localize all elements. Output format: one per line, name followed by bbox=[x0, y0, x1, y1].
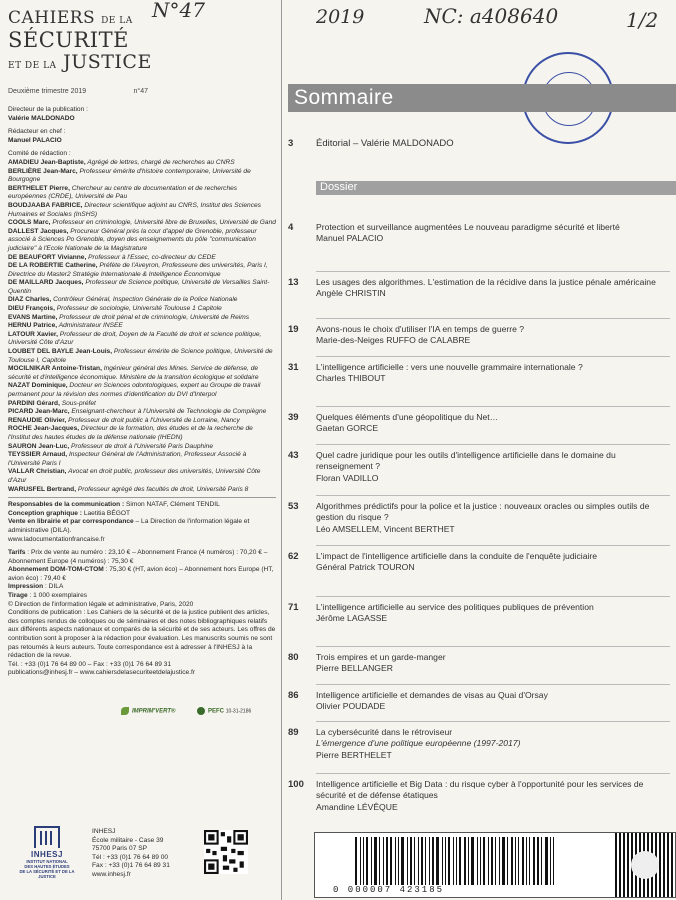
entry-separator bbox=[316, 684, 670, 685]
masthead-text: Directeur de la publication : Valérie MALDONADO Rédacteur en chef : Manuel PALACIO Comité de rédaction : AMADIEU Jean-Baptiste, Agrégé de lettres, chargé de recherches au CNRS BERLIÈRE Jean-Marc, Professeur émérite d'histoire contemporaine, Université de Bourgogne BERTHELET Pierre, Chercheur au centre de documentation et de recherches européennes (CRDE), Université de Pau BOUDJAABA FABRICE, Directeur scientifique adjoint au CNRS, Institut des Sciences Humaines et Sociales (InSHS) COOLS Marc, Professeur en criminologie, Université libre de Bruxelles, Université de Gand DALLEST Jacques, Procureur Général près la cour d'appel de Grenoble, professeur associé à Sciences Po Grenoble, doyen des enseignements du pôle "communication judiciaire" à l'Ecole Nationale de la Magistrature DE BEAUFORT Vivianne, Professeur à l'Essec, co-directeur du CEDE DE LA ROBERTIE Catherine, Préfète de l'Aveyron, Professeure des universités, Paris I, Directrice du Master2 Stratégie Internationale & Intelligence Économique DE MAILLARD Jacques, Professeur de Science politique, Université de Versailles Saint-Quentin DIAZ Charles, Contrôleur Général, Inspection Générale de la Police Nationale DIEU François, Professeur de sociologie, Université Toulouse 1 Capitole EVANS Martine, Professeur de droit pénal et de criminologie, Université de Reims HERNU Patrice, Administrateur INSEE LATOUR Xavier, Professeur de droit, Doyen de la Faculté de droit et science politique, Université Côte d'Azur LOUBET DEL BAYLE Jean-Louis, Professeur émérite de Science politique, Université de Toulouse I, Capitole MOCILNIKAR Antoine-Tristan, Ingénieur général des Mines. Service de défense, de sécurité et d'intelligence économique. Ministère de la transition écologique et solidaire NAZAT Dominique, Docteur en Sciences odontologiques, expert au Groupe de travail permanent pour la révision des normes d'identification du DVI d'Interpol PARDINI Gérard, Sous-préfet PICARD Jean-Marc, Enseignant-chercheur à l'Université de Technologie de Compiègne RENAUDIE Olivier, Professeur de droit public à l'Université de Lorraine, Nancy ROCHE Jean-Jacques, Directeur de la formation, des études et de la recherche de l'Institut des hautes études de la défense nationale (IHEDN) SAURON Jean-Luc, Professeur de droit à l'Université Paris Dauphine TEYSSIER Arnaud, Inspecteur Général de l'Administration, Professeur Associé à l'Université Paris I VALLAR Christian, Avocat en droit public, professeur des universités, Université Côte d'Azur WARUSFEL Bertrand, Professeur agrégé des facultés de droit, Université Paris 8 Responsables de la communication : Simon NATAF, Clément TENDIL Conception graphique : Laetitia BÉGOT Vente en librairie et par correspondance – La Direction de l'information légale et administrative (DILA). www.ladocumentationfrancaise.fr Tarifs : Prix de vente au numéro : 23,10 € – Abonnement France (4 numéros) : 70,20 € – Abonnement Europe (4 numéros) : 75,30 € Abonnement DOM-TOM-CTOM : 75,30 € (HT, avion éco) – Abonnement hors Europe (HT, avion éco) : 79,40 € Impression : DILA Tirage : 1 000 exemplaires © Direction de l'information légale et administrative, Paris, 2020 Conditions de publication : Les Cahiers de la sécurité et de la justice publient des articles, des comptes rendus de colloques ou de séminaires et des notes bibliographiques relatifs aux différents aspects nationaux et comparés de la sécurité et de ses acteurs. Les offres de contribution sont à proposer à la rédaction pour évaluation. Les manuscrits soumis ne sont pas retournés à leurs auteurs. Toute correspondance est à adresser à l'INHESJ à la rédaction de la revue. Tél. : +33 (0)1 76 64 89 00 – Fax : +33 (0)1 76 64 89 31 publications@inhesj.fr – www.cahiersdelasecuriteetdelajustice.fr bbox=[8, 106, 276, 677]
editorial-committee-list bbox=[8, 159, 276, 494]
page-number: 31 bbox=[288, 362, 299, 373]
inhesj-logo: INHESJ INSTITUT NATIONAL DES HAUTES ÉTUDES DE LA SÉCURITÉ ET DE LA JUSTICE bbox=[14, 826, 80, 892]
article-author: Léo AMSELLEM, Vincent BERTHET bbox=[316, 523, 455, 534]
committee-member: BOUDJAABA FABRICE, Directeur scientifique adjoint au CNRS, Institut des Sciences Humaines et Sociales (InSHS) bbox=[8, 201, 261, 218]
committee-member: HERNU Patrice, Administrateur INSEE bbox=[8, 322, 123, 330]
contents-column: Sommaire 3 Éditorial – Valérie MALDONADO Dossier 4 Protection et surveillance augmentées Le nouveau paradigme sécurité et liberté Manuel PALACIO 13 Les usages des algorithmes. L'estimation de la récidive dans la justice pénale américaine Angèle CHRISTIN 19 Avons-nous le choix d'utiliser l'IA en temps de guerre ? Marie-des-Neiges RUFFO de CALABRE 31 L'intelligence artificielle : vers une nouvelle grammaire internationale ? Charles THIBOUT 39 Quelques éléments d'une géopolitique du Net… Gaetan GORCE 43 Quel cadre juridique pour les outils d'intelligence artificielle dans le domaine du renseignement ? Floran VADILLO 53 Algorithmes prédictifs pour la police et la justice : nouveaux oracles ou simples outils de gestion du risque ? Léo AMSELLEM, Vincent BERTHET 62 L'impact de l'intelligence artificielle dans la conduite de l'enquête judiciaire Général Patrick TOURON 71 L'intelligence artificielle au service des politiques publiques de prévention Jérôme LAGASSE 80 Trois empires et un garde-manger Pierre BELLANGER 86 Intelligence artificielle et demandes de visas au Quai d'Orsay Olivier POUDADE 89 La cybersécurité dans le rétroviseur L'émergence d'une politique européenne (1997-2017) Pierre BERTHELET 100 Intelligence artificielle et Big Data : du risque cyber à l'opportunité pour les services de sécurité et de défense étatiques Amandine LÉVÊQUE 0 000007 423185 bbox=[288, 0, 676, 900]
columns-icon bbox=[34, 826, 60, 848]
committee-member: BERLIÈRE Jean-Marc, Professeur émérite d'histoire contemporaine, Université de Bourgogne bbox=[8, 167, 251, 184]
article-author: Amandine LÉVÊQUE bbox=[316, 801, 398, 812]
article-author: Pierre BERTHELET bbox=[316, 749, 392, 760]
article-author: Olivier POUDADE bbox=[316, 701, 386, 712]
issue-period: Deuxième trimestre 2019 bbox=[8, 88, 87, 95]
article-subtitle: L'émergence d'une politique européenne (1997-2017) bbox=[316, 738, 521, 749]
conditions-text: Conditions de publication : Les Cahiers de la sécurité et de la justice publient des articles, des comptes rendus de colloques ou de séminaires et des notes bibliographiques relatifs aux différents aspects nationaux et comparés de la sécurité et de ses acteurs. Les offres de contribution sont à proposer à la rédaction pour évaluation. Les manuscrits soumis ne sont pas retournés à leurs auteurs. Toute correspondance est à adresser à l'INHESJ à la rédaction de la revue. bbox=[8, 609, 276, 660]
article-title: Intelligence artificielle et Big Data : du risque cyber à l'opportunité pour les services de sécurité et de défense étatiques bbox=[316, 779, 644, 801]
committee-member: LOUBET DEL BAYLE Jean-Louis, Professeur émérite de Science politique, Université de Toulouse I, Capitole bbox=[8, 348, 273, 364]
entry-separator bbox=[316, 545, 670, 546]
barcode-box bbox=[314, 832, 676, 898]
article-title: Intelligence artificielle et demandes de visas au Quai d'Orsay bbox=[316, 690, 548, 700]
contact-emails: publications@inhesj.fr – www.cahiersdelasecuriteetdelajustice.fr bbox=[8, 669, 196, 677]
institute-address: INHESJ École militaire - Case 39 75700 Paris 07 SP Tél : +33 (0)1 76 64 89 00 Fax : +33 (0)1 76 64 89 31 www.inhesj.fr bbox=[92, 828, 170, 878]
page-number: 53 bbox=[288, 501, 299, 512]
entry-separator bbox=[316, 271, 670, 272]
divider bbox=[8, 497, 276, 498]
article-title: Quelques éléments d'une géopolitique du Net… bbox=[316, 412, 499, 422]
article-author: Jérôme LAGASSE bbox=[316, 613, 388, 624]
committee-member: TEYSSIER Arnaud, Inspecteur Général de l'Administration, Professeur Associé à l'Université Paris I bbox=[8, 451, 247, 467]
handwritten-nc: NC: a408640 bbox=[424, 4, 559, 28]
isbn-stripe bbox=[615, 833, 675, 897]
article-author: Général Patrick TOURON bbox=[316, 562, 415, 573]
dossier-heading-bar bbox=[316, 181, 676, 195]
committee-member: MOCILNIKAR Antoine-Tristan, Ingénieur général des Mines. Service de défense, de sécurité et d'intelligence économique. Ministère de la transition écologique et solidaire bbox=[8, 365, 259, 381]
page-number: 43 bbox=[288, 450, 299, 461]
barcode-number: 0 000007 423185 bbox=[333, 885, 445, 895]
sommaire-heading: Sommaire bbox=[294, 86, 394, 109]
entry-separator bbox=[316, 495, 670, 496]
sommaire-heading-bar bbox=[288, 84, 676, 112]
certification-logos bbox=[118, 707, 278, 721]
handwritten-year: 2019 bbox=[316, 6, 365, 28]
page-number: 71 bbox=[288, 602, 299, 613]
entry-separator bbox=[316, 406, 670, 407]
committee-member: WARUSFEL Bertrand, Professeur agrégé des facultés de droit, Université Paris 8 bbox=[8, 485, 249, 493]
article-author: Floran VADILLO bbox=[316, 472, 379, 483]
committee-member: DIEU François, Professeur de sociologie, Université Toulouse 1 Capitole bbox=[8, 305, 222, 313]
issue-number: n°47 bbox=[133, 88, 148, 95]
entry-separator bbox=[316, 596, 670, 597]
article-title: Avons-nous le choix d'utiliser l'IA en temps de guerre ? bbox=[316, 324, 525, 334]
issue-info bbox=[8, 88, 276, 95]
institute-block bbox=[8, 826, 276, 896]
article-title: L'impact de l'intelligence artificielle dans la conduite de l'enquête judiciaire bbox=[316, 551, 598, 561]
committee-member: DIAZ Charles, Contrôleur Général, Inspection Générale de la Police Nationale bbox=[8, 296, 238, 304]
page-number: 86 bbox=[288, 690, 299, 701]
committee-member: PICARD Jean-Marc, Enseignant-chercheur à l'Université de Technologie de Compiègne bbox=[8, 408, 267, 416]
masthead-column bbox=[8, 0, 276, 900]
committee-member: LATOUR Xavier, Professeur de droit, Doyen de la Faculté de droit et science politique, Université Côte d'Azur bbox=[8, 330, 262, 347]
imprimvert-logo: IMPRIM'VERT® bbox=[118, 707, 175, 715]
handwritten-fraction: 1/2 bbox=[626, 8, 659, 32]
article-title: Protection et surveillance augmentées Le nouveau paradigme sécurité et liberté bbox=[316, 222, 620, 232]
article-author: Marie-des-Neiges RUFFO de CALABRE bbox=[316, 335, 471, 346]
article-author: Charles THIBOUT bbox=[316, 373, 386, 384]
barcode-icon bbox=[355, 837, 605, 885]
committee-member: RENAUDIE Olivier, Professeur de droit public à l'Université de Lorraine, Nancy bbox=[8, 416, 240, 424]
committee-member: COOLS Marc, Professeur en criminologie, Université libre de Bruxelles, Université de Gand bbox=[8, 219, 276, 227]
page-number: 80 bbox=[288, 652, 299, 663]
entry-separator bbox=[316, 356, 670, 357]
page-number: 4 bbox=[288, 222, 294, 233]
committee-member: PARDINI Gérard, Sous-préfet bbox=[8, 399, 96, 407]
journal-title: CAHIERS DE LA SÉCURITÉ ET DE LA JUSTICE bbox=[8, 8, 152, 73]
entry-separator bbox=[316, 721, 670, 722]
qr-code-icon bbox=[204, 830, 248, 874]
entry-separator bbox=[316, 318, 670, 319]
dossier-heading: Dossier bbox=[320, 181, 358, 193]
page-number: 39 bbox=[288, 412, 299, 423]
article-author: Angèle CHRISTIN bbox=[316, 288, 386, 299]
article-title: Quel cadre juridique pour les outils d'intelligence artificielle dans le domaine du renseignement ? bbox=[316, 450, 616, 472]
article-title: La cybersécurité dans le rétroviseur bbox=[316, 727, 453, 737]
entry-separator bbox=[316, 444, 670, 445]
handwritten-ref: N°47 bbox=[152, 0, 205, 22]
committee-member: VALLAR Christian, Avocat en droit public, professeur des universités, Université Côte d'Azur bbox=[8, 468, 261, 484]
article-title: Algorithmes prédictifs pour la police et la justice : nouveaux oracles ou simples outils de gestion du risque ? bbox=[316, 501, 650, 523]
page-number: 19 bbox=[288, 324, 299, 335]
committee-member: DE BEAUFORT Vivianne, Professeur à l'Essec, co-directeur du CEDE bbox=[8, 253, 216, 261]
article-author: Gaetan GORCE bbox=[316, 423, 379, 434]
committee-member: NAZAT Dominique, Docteur en Sciences odontologiques, expert au Groupe de travail permanent pour la révision des normes d'identification du DVI d'Interpol bbox=[8, 382, 261, 398]
article-title: L'intelligence artificielle au service des politiques publiques de prévention bbox=[316, 602, 594, 612]
article-title: Trois empires et un garde-manger bbox=[316, 652, 446, 662]
committee-member: BERTHELET Pierre, Chercheur au centre de documentation et de recherches européennes (CRDE), Université de Pau bbox=[8, 184, 238, 201]
entry-separator bbox=[316, 773, 670, 774]
committee-member: AMADIEU Jean-Baptiste, Agrégé de lettres, chargé de recherches au CNRS bbox=[8, 158, 235, 166]
page-number: 13 bbox=[288, 277, 299, 288]
committee-member: DALLEST Jacques, Procureur Général près la cour d'appel de Grenoble, professeur associé à Sciences Po Grenoble, doyen des enseignements du pôle "communication judiciaire" à l'Ecole Nationale de la Magistrature bbox=[8, 227, 257, 252]
page-number: 89 bbox=[288, 727, 299, 738]
committee-member: DE MAILLARD Jacques, Professeur de Science politique, Université de Versailles Saint-Quentin bbox=[8, 279, 270, 295]
article-title: Les usages des algorithmes. L'estimation de la récidive dans la justice pénale américaine bbox=[316, 277, 656, 287]
article-title: L'intelligence artificielle : vers une nouvelle grammaire internationale ? bbox=[316, 362, 583, 372]
pefc-logo: PEFC 10-31-2186 bbox=[194, 707, 251, 715]
committee-member: DE LA ROBERTIE Catherine, Préfète de l'Aveyron, Professeure des universités, Paris I, Directrice du Master2 Stratégie Internationale & Intelligence Économique bbox=[8, 262, 268, 278]
committee-member: EVANS Martine, Professeur de droit pénal et de criminologie, Université de Reims bbox=[8, 313, 250, 321]
page-number: 62 bbox=[288, 551, 299, 562]
vente-url: www.ladocumentationfrancaise.fr bbox=[8, 535, 105, 543]
column-divider bbox=[281, 0, 282, 900]
committee-member: ROCHE Jean-Jacques, Directeur de la formation, des études et de la recherche de l'Institut des hautes études de la défense nationale (IHEDN) bbox=[8, 425, 253, 441]
article-author: Manuel PALACIO bbox=[316, 233, 384, 244]
entry-separator bbox=[316, 646, 670, 647]
committee-member: SAURON Jean-Luc, Professeur de droit à l'Université Paris Dauphine bbox=[8, 442, 214, 450]
article-author: Pierre BELLANGER bbox=[316, 663, 393, 674]
page-number: 100 bbox=[288, 779, 304, 790]
